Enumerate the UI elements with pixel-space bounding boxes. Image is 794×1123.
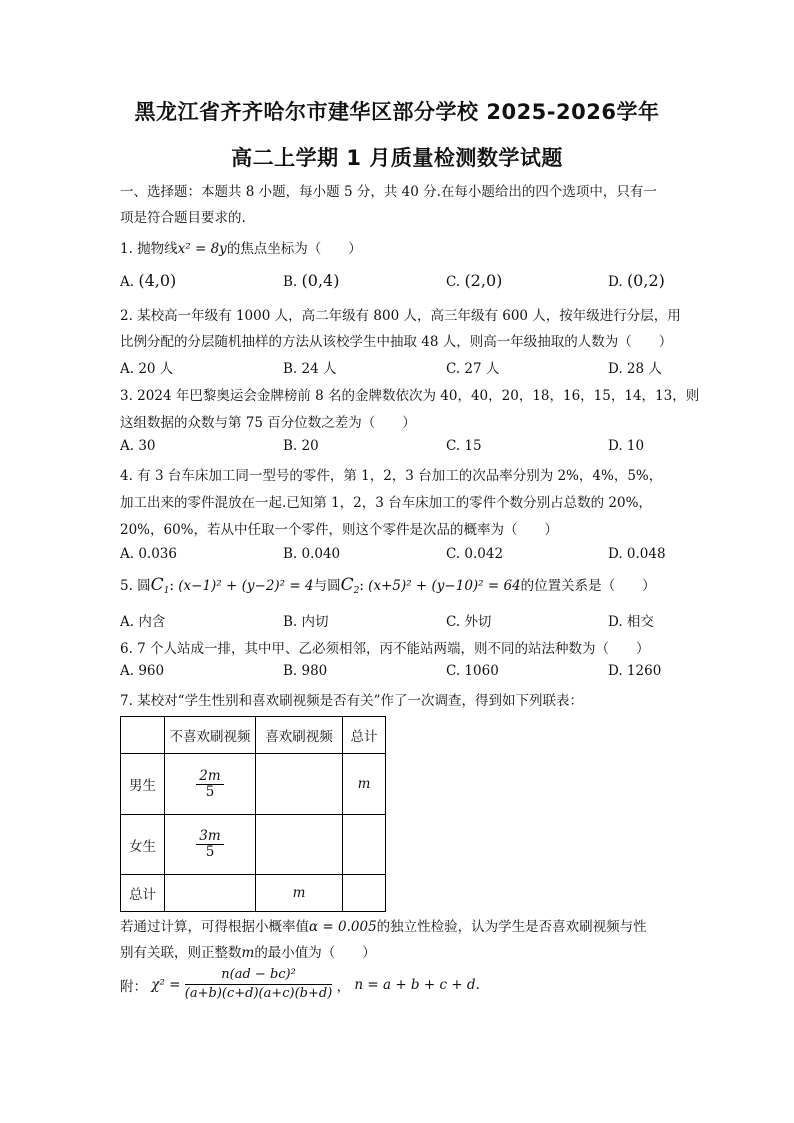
q6-option-c[interactable]: C. 1060 <box>446 663 499 679</box>
table-cell <box>343 875 386 912</box>
fraction-2m-5: $\frac{2m}{5}$ <box>196 769 223 800</box>
q7-stem: 7. 某校对“学生性别和喜欢刷视频是否有关”作了一次调查，得到如下列联表： <box>120 693 583 709</box>
q6-option-d[interactable]: D. 1260 <box>608 663 662 679</box>
q2-option-c[interactable]: C. 27 人 <box>446 361 500 377</box>
q3-stem-2: 这组数据的众数与第 75 百分位数之差为（ ） <box>120 415 416 431</box>
q3-option-c[interactable]: C. 15 <box>446 438 482 454</box>
q1-option-c[interactable]: C. (2,0) <box>446 271 503 290</box>
table-cell <box>165 815 256 875</box>
q1-stem <box>120 237 362 257</box>
q5-option-c[interactable]: C. 外切 <box>446 614 492 630</box>
q7-condition-2: 别有关联，则正整数m的最小值为（ ） <box>120 945 376 961</box>
q4-option-b[interactable]: B. 0.040 <box>283 546 341 562</box>
chi-square-formula: 附： χ² = $\frac{\text{n(ad − bc)²}}{(a+b)(c+d)(a+c)(b+d)}$ ， n = a + b + c + d. <box>120 967 480 1002</box>
q5-option-d[interactable]: D. 相交 <box>608 614 654 630</box>
table-row <box>121 815 386 875</box>
formula-fraction: $\frac{\text{n(ad − bc)²}}{(a+b)(c+d)(a+c)(b+d)}$ <box>184 967 333 1002</box>
q3-option-d[interactable]: D. 10 <box>608 438 645 454</box>
q2-option-d[interactable]: D. 28 人 <box>608 361 662 377</box>
title-line-2: 高二上学期 1 月质量检测数学试题 <box>231 146 563 170</box>
q6-option-a[interactable]: A. 960 <box>120 663 165 679</box>
q5-circle1-equation: (x−1)² + (y−2)² = 4 <box>178 578 314 594</box>
q2-stem-1: 2. 某校高一年级有 1000 人，高二年级有 800 人，高三年级有 600 人，按年级进行分层，用 <box>120 308 681 324</box>
section-instruction-1: 一、选择题：本题共 8 小题，每小题 5 分，共 40 分.在每小题给出的四个选项中，只有一 <box>120 184 657 200</box>
table-row <box>121 717 386 754</box>
table-cell: m <box>343 754 386 815</box>
q6-stem: 6. 7 个人站成一排，其中甲、乙必须相邻，丙不能站两端，则不同的站法种数为（ ） <box>120 641 650 657</box>
q2-option-a[interactable]: A. 20 人 <box>120 361 174 377</box>
table-cell: m <box>256 875 343 912</box>
q1-post: 的焦点坐标为（ ） <box>226 241 362 257</box>
table-cell <box>165 875 256 912</box>
table-row-label: 男生 <box>121 754 165 815</box>
q5-mid: 与圆 <box>313 578 341 594</box>
section-instruction-2: 项是符合题目要求的. <box>120 210 246 226</box>
q4-option-c[interactable]: C. 0.042 <box>446 546 504 562</box>
table-cell <box>165 754 256 815</box>
table-row-label: 女生 <box>121 815 165 875</box>
table-cell <box>256 754 343 815</box>
q5-circle2-equation: (x+5)² + (y−10)² = 64 <box>368 578 521 594</box>
q4-stem-1: 4. 有 3 台车床加工同一型号的零件，第 1，2，3 台加工的次品率分别为 2%，4%，5%， <box>120 468 663 484</box>
q7-condition-1: 若通过计算，可得根据小概率值α = 0.005的独立性检验，认为学生是否喜欢刷视频与性 <box>120 919 647 935</box>
table-row-label: 总计 <box>121 875 165 912</box>
contingency-table <box>120 716 386 912</box>
q5-option-a[interactable]: A. 内含 <box>120 614 166 630</box>
table-cell <box>121 717 165 754</box>
q1-option-a[interactable]: A. (4,0) <box>120 271 177 290</box>
q1-equation: x² = 8y <box>177 241 227 257</box>
table-header: 总计 <box>343 717 386 754</box>
alpha-value: α = 0.005 <box>309 919 377 935</box>
table-row <box>121 754 386 815</box>
q5-option-b[interactable]: B. 内切 <box>283 614 329 630</box>
q4-stem-2: 加工出来的零件混放在一起.已知第 1，2，3 台车床加工的零件个数分别占总数的 20%， <box>120 495 652 511</box>
table-header: 不喜欢刷视频 <box>165 717 256 754</box>
fraction-3m-5: $\frac{3m}{5}$ <box>196 829 223 860</box>
q3-option-b[interactable]: B. 20 <box>283 438 319 454</box>
q3-option-a[interactable]: A. 30 <box>120 438 156 454</box>
q1-pre: 1. 抛物线 <box>120 241 178 257</box>
q5-stem: 5. 圆$C_1$: (x−1)² + (y−2)² = 4与圆$C_2$: (x+5)² + (y−10)² = 64的位置关系是（ ） <box>120 575 656 596</box>
q1-option-d[interactable]: D. (0,2) <box>608 271 665 290</box>
q6-option-b[interactable]: B. 980 <box>283 663 328 679</box>
table-row <box>121 875 386 912</box>
q4-stem-3: 20%，60%，若从中任取一个零件，则这个零件是次品的概率为（ ） <box>120 522 559 538</box>
table-cell <box>256 815 343 875</box>
q5-post: 的位置关系是（ ） <box>520 578 656 594</box>
q2-option-b[interactable]: B. 24 人 <box>283 361 337 377</box>
q4-option-a[interactable]: A. 0.036 <box>120 546 177 562</box>
table-header: 喜欢刷视频 <box>256 717 343 754</box>
title-line-1: 黑龙江省齐齐哈尔市建华区部分学校 2025-2026学年 <box>134 100 660 124</box>
q2-stem-2: 比例分配的分层随机抽样的方法从该校学生中抽取 48 人，则高一年级抽取的人数为（ ） <box>120 334 673 350</box>
q3-stem-1: 3. 2024 年巴黎奥运会金牌榜前 8 名的金牌数依次为 40，40，20，18，16，15，14，13，则 <box>120 388 700 404</box>
q1-option-b[interactable]: B. (0,4) <box>283 271 340 290</box>
table-cell <box>343 815 386 875</box>
q4-option-d[interactable]: D. 0.048 <box>608 546 666 562</box>
q5-pre: 5. 圆 <box>120 578 151 594</box>
